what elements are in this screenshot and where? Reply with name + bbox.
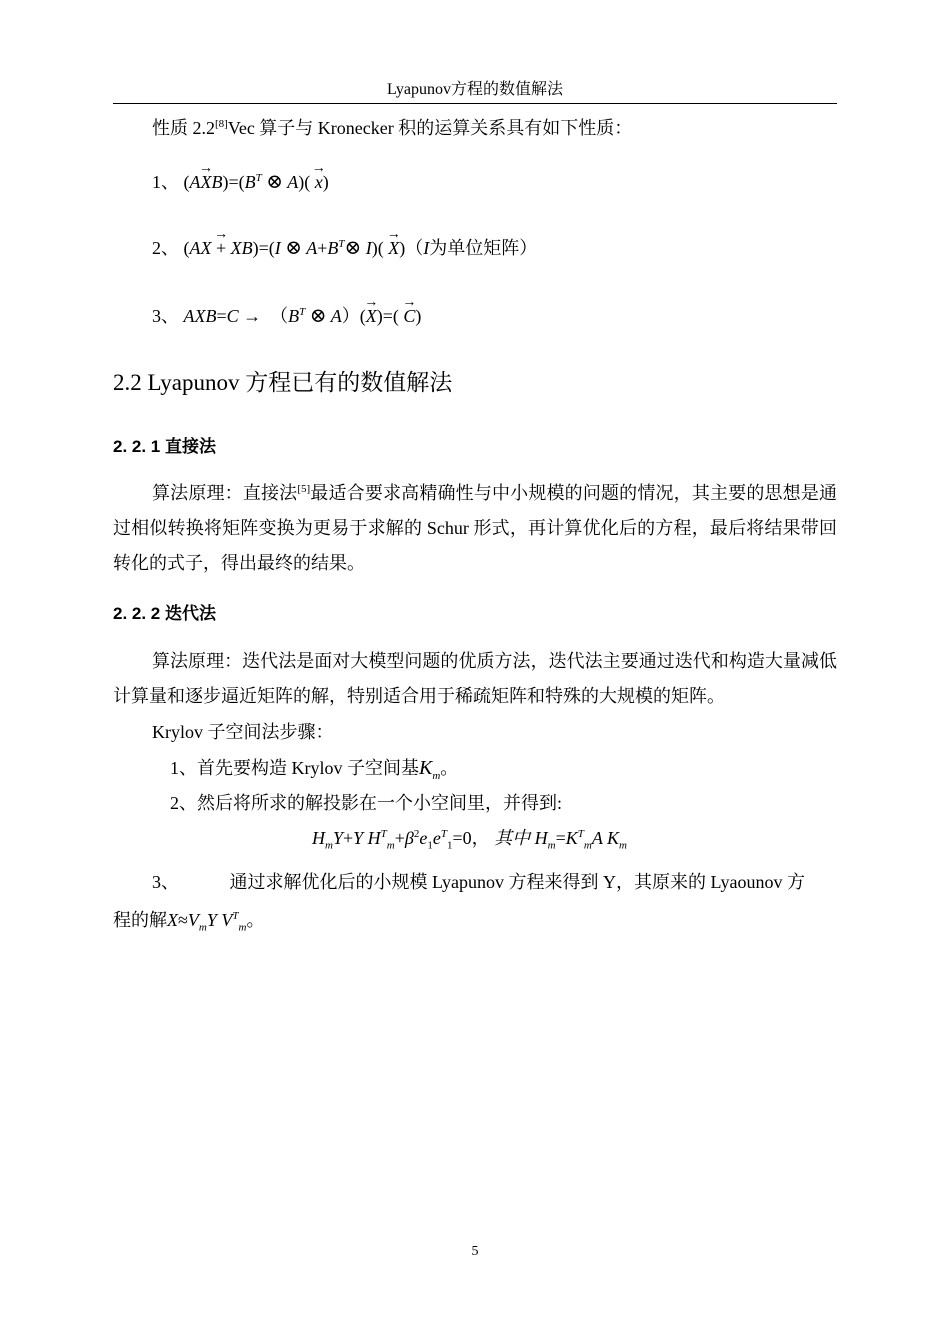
section-heading: 2.2 Lyapunov 方程已有的数值解法 [113,370,453,395]
item-3-number: 3、 [152,306,179,326]
item-2-note: 为单位矩阵） [429,238,538,258]
property-text: Vec 算子与 Kronecker 积的运算关系具有如下性质： [227,118,633,138]
projected-equation: $H_mY+Y$ $H^T_m+\beta^2e_1e^T_1=0$， 其中 $H_m=K^T_mA$ $K_m$ [312,828,627,852]
iterative-method-paragraph: 算法原理：迭代法是面对大模型问题的优质方法，迭代法主要通过迭代和构造大量减低计算量和逐步逼近矩阵的解，特别适合用于稀疏矩阵和特殊的大规模的矩阵。 [113,651,837,706]
item-2-note-var: I [423,238,430,258]
property-item-1 [152,170,329,194]
krylov-step-1 [170,756,458,780]
step-1-text: 1、首先要构造 Krylov 子空间基 [170,758,419,778]
citation-8: [8] [215,118,228,130]
step-1-end: 。 [440,758,459,778]
krylov-steps-title: Krylov 子空间法步骤： [152,722,334,742]
item-1-number: 1、 [152,172,179,192]
step-3-text: 通过求解优化后的小规模 Lyapunov 方程来得到 Y，其原来的 Lyaounov 方 [229,872,805,892]
direct-para-rest: 最适合要求高精确性与中小规模的问题的情况，其主要的思想是通过相似转换将矩阵变换为更易于求解的 Schur 形式，再计算优化后的方程，最后将结果带回转化的式子，得出最终的结果。 [113,483,838,573]
property-prefix: 性质 2.2 [152,118,215,138]
step-3-cont: 程的解 [113,910,167,930]
item-2-number: 2、 [152,238,179,258]
direct-method-paragraph [113,476,837,581]
item-1-formula: $(A\to XB)=(B^T$ ⊗ A)( → x) [184,172,329,192]
krylov-step-3-continued [113,908,264,932]
direct-para-start: 算法原理：直接法 [152,483,298,503]
running-header: Lyapunov方程的数值解法 [387,81,563,98]
formula-where: 其中 [494,828,531,848]
citation-5: [5] [297,483,311,495]
krylov-step-3 [152,870,805,894]
item-3-formula: $AXB=C \to (B^T$ ⊗ A）(→ X)=( → C) [184,306,422,326]
property-item-3 [152,304,421,328]
page-number: 5 [471,1244,479,1259]
property-item-2 [152,236,537,260]
implies-arrow: → [243,306,262,326]
krylov-step-2: 2、然后将所求的解投影在一个小空间里，并得到: [170,793,562,813]
item-2-formula: (AX → + XB)=(I ⊗ $A+B^T\otimes$ I)( → X) [184,238,406,258]
subsection-iterative-heading: 2. 2. 2 迭代法 [113,604,216,623]
step-3-end: 。 [246,910,265,930]
subsection-direct-heading: 2. 2. 1 直接法 [113,437,216,456]
header-rule [113,103,837,104]
item-2-note-open: （ [405,238,424,258]
krylov-basis-symbol: $K_m$ [419,757,441,782]
step-3-number: 3、 [152,872,179,892]
solution-approximation: $X\approx V_mY$ $V^T_m$ [167,910,247,934]
property-line [152,116,632,140]
